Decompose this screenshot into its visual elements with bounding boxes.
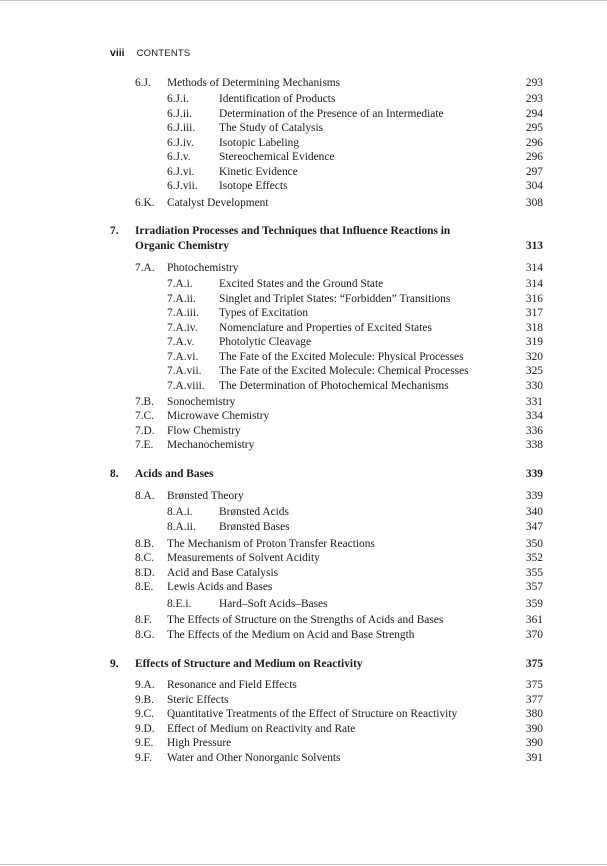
running-header: [110, 47, 190, 59]
toc-subsection-entry: [167, 121, 540, 136]
entry-number: 7.A.iv.: [167, 321, 198, 334]
toc-section-entry: [135, 424, 540, 439]
entry-number: 6.J.vi.: [167, 165, 195, 178]
entry-page-number: 320: [525, 350, 543, 363]
entry-title: Photolytic Cleavage: [219, 336, 312, 348]
entry-page-number: 355: [525, 566, 543, 579]
entry-title: Steric Effects: [167, 693, 229, 706]
entry-title: Microwave Chemistry: [167, 410, 270, 422]
entry-page-number: 318: [525, 321, 543, 334]
entry-title: Effects of Structure and Medium on Reactivity: [135, 657, 363, 670]
toc-subsection-entry: [167, 335, 540, 350]
entry-title: Mechanochemistry: [167, 439, 255, 451]
entry-page-number: 375: [525, 679, 543, 691]
entry-title: Resonance and Field Effects: [167, 679, 297, 691]
entry-number: 6.J.iv.: [167, 136, 194, 149]
entry-page-number: 293: [525, 77, 543, 89]
entry-page-number: 295: [525, 122, 543, 134]
toc-subsection-entry: [167, 520, 540, 535]
entry-page-number: 325: [525, 365, 543, 377]
entry-title: Stereochemical Evidence: [219, 151, 335, 163]
entry-page-number: 390: [525, 722, 543, 735]
entry-page-number: 340: [525, 506, 543, 518]
entry-page-number: 314: [525, 261, 543, 274]
toc-subsection-entry: [167, 505, 540, 520]
toc-section-entry: [135, 409, 540, 424]
entry-number: 7.A.ii.: [167, 292, 196, 305]
entry-title-continued: Organic Chemistry: [135, 240, 229, 252]
entry-page-number: 294: [525, 107, 543, 120]
entry-number: 6.K.: [135, 196, 155, 209]
toc-section-entry: [135, 489, 540, 504]
entry-title: Acid and Base Catalysis: [167, 566, 279, 579]
entry-number: 7.A.viii.: [167, 379, 205, 392]
entry-title: Singlet and Triplet States: “Forbidden” Transitions: [219, 292, 451, 305]
toc-section-entry: [135, 751, 540, 766]
entry-number: 6.J.ii.: [167, 107, 193, 120]
entry-title: The Determination of Photochemical Mechanisms: [219, 379, 449, 392]
entry-title: Irradiation Processes and Techniques that Influence Reactions in: [135, 225, 451, 237]
entry-title: The Mechanism of Proton Transfer Reactions: [167, 537, 375, 550]
entry-number: 7.C.: [135, 410, 154, 422]
entry-number: 8.E.i.: [167, 597, 192, 610]
entry-number: 9.E.: [135, 737, 154, 749]
entry-title: Sonochemistry: [167, 395, 236, 408]
entry-number: 8.A.: [135, 489, 155, 502]
toc-section-entry: [135, 395, 540, 410]
entry-page-number: 359: [525, 597, 543, 610]
entry-number: 8.B.: [135, 537, 154, 550]
entry-number: 6.J.: [135, 77, 151, 89]
entry-page-number: 339: [525, 489, 543, 502]
top-rule: [0, 0, 607, 1]
entry-title: Determination of the Presence of an Intermediate: [219, 107, 444, 120]
entry-page-number: 357: [525, 581, 543, 593]
toc-section-entry: [135, 628, 540, 643]
entry-title: Catalyst Development: [167, 196, 269, 209]
entry-page-number: 293: [525, 93, 543, 105]
entry-title: The Study of Catalysis: [219, 122, 324, 134]
entry-number: 9.: [110, 657, 119, 670]
toc-subsection-entry: [167, 306, 540, 321]
entry-number: 8.F.: [135, 614, 152, 626]
toc-chapter-entry-continued: [110, 239, 540, 254]
toc-subsection-entry: [167, 292, 540, 307]
toc-section-entry: [135, 678, 540, 693]
entry-page-number: 308: [525, 196, 543, 209]
entry-title: Brønsted Acids: [219, 506, 289, 518]
entry-page-number: 338: [525, 439, 543, 451]
entry-number: 6.J.vii.: [167, 180, 198, 192]
toc-section-entry: [135, 196, 540, 211]
entry-number: 7.A.vii.: [167, 365, 202, 377]
entry-title: Excited States and the Ground State: [219, 278, 384, 290]
entry-page-number: 377: [525, 693, 543, 706]
entry-number: 9.F.: [135, 751, 152, 764]
entry-number: 7.: [110, 225, 119, 237]
entry-title: Acids and Bases: [135, 468, 214, 480]
toc-subsection-entry: [167, 364, 540, 379]
entry-title: The Effects of the Medium on Acid and Base Strength: [167, 628, 415, 641]
entry-page-number: 339: [525, 468, 543, 480]
toc-section-entry: [135, 736, 540, 751]
entry-title: High Pressure: [167, 737, 232, 749]
entry-page-number: 331: [525, 395, 543, 408]
entry-number: 7.B.: [135, 395, 154, 408]
entry-number: 6.J.i.: [167, 93, 189, 105]
entry-title: Isotope Effects: [219, 180, 288, 192]
entry-number: 7.A.i.: [167, 278, 193, 290]
entry-title: Identification of Products: [219, 93, 336, 105]
toc-subsection-entry: [167, 379, 540, 394]
entry-page-number: 375: [525, 657, 543, 670]
entry-title: The Effects of Structure on the Strengths of Acids and Bases: [167, 614, 444, 626]
entry-number: 8.: [110, 468, 119, 480]
entry-number: 8.D.: [135, 566, 155, 579]
entry-title: Quantitative Treatments of the Effect of Structure on Reactivity: [167, 708, 458, 720]
toc-subsection-entry: [167, 597, 540, 612]
toc-subsection-entry: [167, 107, 540, 122]
toc-subsection-entry: [167, 179, 540, 194]
entry-number: 9.C.: [135, 708, 154, 720]
entry-page-number: 296: [525, 151, 543, 163]
toc-section-entry: [135, 551, 540, 566]
entry-title: Water and Other Nonorganic Solvents: [167, 751, 341, 764]
entry-page-number: 352: [525, 552, 543, 564]
entry-number: 7.D.: [135, 424, 155, 437]
entry-page-number: 361: [525, 614, 543, 626]
header-page-number: viii: [110, 47, 125, 59]
toc-chapter-entry: [110, 224, 540, 239]
toc-chapter-entry: [110, 467, 540, 482]
entry-title: Types of Excitation: [219, 307, 309, 319]
entry-number: 7.A.: [135, 261, 155, 274]
entry-page-number: 330: [525, 379, 543, 392]
entry-page-number: 336: [525, 424, 543, 437]
toc-section-entry: [135, 580, 540, 595]
entry-title: Hard–Soft Acids–Bases: [219, 597, 328, 610]
toc-section-entry: [135, 537, 540, 552]
entry-page-number: 334: [525, 410, 543, 422]
entry-title: Brønsted Bases: [219, 520, 290, 533]
toc-subsection-entry: [167, 277, 540, 292]
entry-number: 9.D.: [135, 722, 155, 735]
entry-page-number: 313: [525, 240, 543, 252]
toc-subsection-entry: [167, 136, 540, 151]
toc-section-entry: [135, 438, 540, 453]
entry-page-number: 380: [525, 708, 543, 720]
header-title: CONTENTS: [136, 48, 191, 59]
entry-title: Measurements of Solvent Acidity: [167, 552, 320, 564]
entry-title: Photochemistry: [167, 261, 239, 274]
entry-number: 7.A.v.: [167, 336, 195, 348]
entry-number: 9.A.: [135, 679, 155, 691]
entry-title: Methods of Determining Mechanisms: [167, 77, 341, 89]
entry-page-number: 391: [525, 751, 543, 764]
entry-number: 9.B.: [135, 693, 154, 706]
entry-title: Effect of Medium on Reactivity and Rate: [167, 722, 356, 735]
entry-page-number: 347: [525, 520, 543, 533]
toc-section-entry: [135, 566, 540, 581]
entry-page-number: 350: [525, 537, 543, 550]
entry-title: Brønsted Theory: [167, 489, 244, 502]
entry-page-number: 317: [525, 307, 543, 319]
entry-page-number: 297: [525, 165, 543, 178]
entry-number: 7.A.vi.: [167, 350, 199, 363]
entry-page-number: 319: [525, 336, 543, 348]
entry-page-number: 316: [525, 292, 543, 305]
toc-subsection-entry: [167, 321, 540, 336]
toc-subsection-entry: [167, 350, 540, 365]
entry-number: 7.A.iii.: [167, 307, 199, 319]
toc-section-entry: [135, 707, 540, 722]
toc-section-entry: [135, 76, 540, 91]
entry-title: The Fate of the Excited Molecule: Physical Processes: [219, 350, 464, 363]
bottom-rule: [0, 864, 607, 865]
entry-number: 8.G.: [135, 628, 155, 641]
entry-title: Flow Chemistry: [167, 424, 241, 437]
entry-title: Isotopic Labeling: [219, 136, 300, 149]
toc-subsection-entry: [167, 92, 540, 107]
entry-number: 8.A.ii.: [167, 520, 196, 533]
toc-subsection-entry: [167, 150, 540, 165]
toc-section-entry: [135, 613, 540, 628]
entry-page-number: 314: [525, 278, 543, 290]
entry-number: 8.C.: [135, 552, 154, 564]
entry-title: Kinetic Evidence: [219, 165, 298, 178]
entry-number: 6.J.v.: [167, 151, 191, 163]
entry-page-number: 296: [525, 136, 543, 149]
toc-section-entry: [135, 261, 540, 276]
toc-chapter-entry: [110, 657, 540, 672]
entry-page-number: 370: [525, 628, 543, 641]
entry-number: 8.E.: [135, 581, 154, 593]
toc-section-entry: [135, 693, 540, 708]
entry-title: Lewis Acids and Bases: [167, 581, 273, 593]
entry-title: The Fate of the Excited Molecule: Chemical Processes: [219, 365, 469, 377]
toc-section-entry: [135, 722, 540, 737]
entry-page-number: 304: [525, 180, 543, 192]
entry-title: Nomenclature and Properties of Excited States: [219, 321, 432, 334]
entry-number: 8.A.i.: [167, 506, 193, 518]
entry-number: 7.E.: [135, 439, 154, 451]
entry-number: 6.J.iii.: [167, 122, 196, 134]
entry-page-number: 390: [525, 737, 543, 749]
toc-subsection-entry: [167, 165, 540, 180]
